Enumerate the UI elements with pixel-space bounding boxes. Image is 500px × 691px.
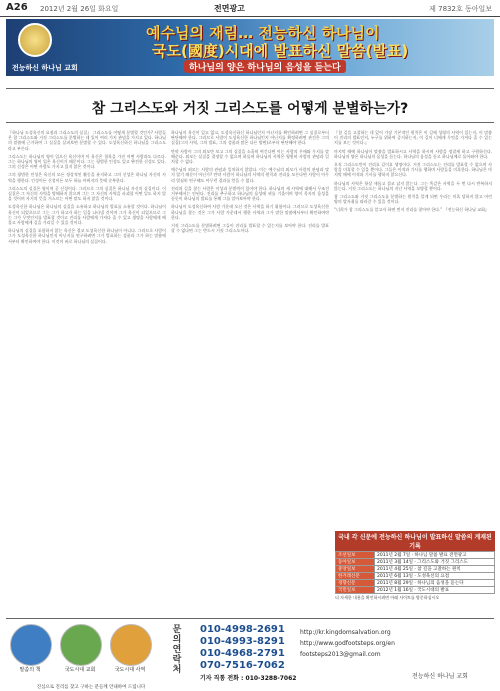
table-cell: 2011년 4월 25일 · 참 길을 고찰하는 원칙	[375, 566, 495, 573]
icon-label: 국도시대 교회	[64, 667, 96, 673]
paragraph: 하나님의 사역은 항상 새롭고 결코 낡지 않는다. 그는 똑같은 사역을 두 번 다시 반복하지 않는다. 거짓 그리스도는 하나님의 지난 사역을 모방할 뿐이다.	[334, 180, 492, 191]
paragraph: 예수님의 외모는 사람의 관념과 일치하지 않았다. 이는 예수님의 외모가 사람의 관념과 맞지 않기 때문이 아닌가? 만약 사람이 하나님의 사역의 원칙과 진리를 모른다면 사람이 아무리 열심히 연구해도 아무런 결과를 얻을 수 없다.	[171, 167, 329, 183]
section-title: 전면광고	[214, 4, 245, 13]
email-link[interactable]: footsteps2013@gmail.com	[300, 651, 381, 658]
table-cell: 2011년 3월 14일 · 그리스도와 거짓 그리스도	[375, 559, 495, 566]
paragraph: 하나님의 실질을 포함하지 않는 육신은 결코 도성육신한 하나님이 아니다. 그러므로 사람이 그가 도성육신한 하나님인지 아닌지를 연구하려면 그가 발표하는 성품과 그가 하는 말씀에서부터 확인하여야 한다. 이것이 바로 하나님의 실질이다.	[8, 228, 166, 244]
paragraph: 하나님이 도성육신하여 사람 가운데 오신 것은 사역을 하기 위함이다. 그러므로 도성육신한 하나님을 찾는 것은 그가 사람 가운데서 행한 사역과 그가 말한 말씀에서부터 확인하여야 한다.	[171, 204, 329, 220]
table-row	[336, 573, 495, 580]
table-footnote: 더 자세한 내용을 확인하시려면 아래 사이트를 방문하십시오	[335, 595, 440, 600]
church-icon	[60, 624, 102, 666]
table-title: 국내 각 신문에 전능하신 하나님이 발표하신 말씀의 게재된 기록	[335, 531, 495, 551]
table-cell: 국민일보	[336, 587, 375, 594]
table-cell: 한겨레신문	[336, 573, 375, 580]
table-cell: 2011년 2월 7일 · 하나님 말씀 발표 전면광고	[375, 552, 495, 559]
paragraph: 그리스도의 실질은 영이며 곧 신성이다. 그러므로 그의 실질은 하나님 자신의 실질이다. 이 실질은 그 자신의 사역을 방해하지 않으며 그는 그 자신의 사역을 파괴할 어떤 일도 하지 않을 것이며 자기의 뜻을 거스르는 어떤 말도 하지 않을 것이다.	[8, 185, 166, 202]
banner-line-1: 예수님의 재림… 전능하신 하나님이	[146, 24, 380, 42]
divider	[6, 618, 494, 619]
article-column-1	[8, 130, 166, 618]
table-cell: 경향신문	[336, 580, 375, 587]
paragraph: 오직 그리스도만이 진리요 길이요 생명이다. 거짓 그리스도는 진리를 발표할 수 없으며 사람을 미혹할 수 있을 뿐이다. 그들은 이적과 기사를 행하며 사람들을 미혹한다. 하나님은 마지막 때에 이적과 기사를 행하지 않으신다.	[334, 162, 492, 178]
globe-icon	[110, 624, 152, 666]
divider	[6, 122, 494, 123]
banner-line-3: 하나님의 양은 하나님의 음성을 듣는다	[184, 60, 346, 73]
icon-label: 국도시대 사역	[114, 667, 146, 673]
paragraph: 참 그리스도와 거짓 그리스도를 분별하는 원칙을 알게 되면 우리는 미혹 당하지 않고 어린양의 발자취를 따라갈 수 있을 것이다.	[334, 194, 492, 205]
article-column-2	[171, 130, 329, 618]
schedule-table-box	[335, 531, 495, 601]
seal-name: 전능하신 하나님 교회	[12, 64, 78, 72]
paper-name: 제 7832호 동아일보	[429, 5, 492, 13]
paragraph: 도성육신한 하나님은 하나님의 실질을 소유하고 하나님의 발표를 소유할 것이다. 하나님이 육신이 되었으므로 그는 그가 하고자 하는 일을 나타낼 것이며 그가 육신이 되었으므로 그는 그가 무엇인지를 발표할 것이고 진리를 사람에게 가져다 줄 수 있고 생명을 사람에게 베풀고 사람에게 길을 가리킬 수 있을 것이다.	[8, 204, 166, 226]
table-cell: 2011년 6월 13일 · 도성육신의 요점	[375, 573, 495, 580]
phone-number: 070-7516-7062	[200, 660, 285, 671]
paragraph: 그리스도는 하나님의 영이 입으신 육신이며 이 육신은 혈육을 가진 어떤 사람과도 다르다. 그는 하나님의 영이 입은 육신이기 때문이다. 그는 평범한 인성도 있고 완전한 신성도 있다. 그의 신성은 어떤 사람도 가지고 있지 않은 것이다.	[8, 153, 166, 170]
footer-line: 진심으로 진리를 찾고 구하는 분들께 안내하여 드립니다	[36, 685, 146, 690]
contact-label: 문의 연락처	[172, 625, 182, 675]
phone-number: 010-4993-8291	[200, 636, 285, 647]
phone-number: 010-4998-2691	[200, 624, 285, 635]
book-icon	[10, 624, 52, 666]
page-number: A26	[6, 2, 28, 13]
brand-name: 전능하신 하나님 교회	[412, 673, 468, 680]
ad-banner	[6, 19, 494, 76]
paragraph: 하나님의 육신이 있고 없고, 도성육신하신 하나님인지 아닌지를 확인하려면 그 실질로부터 판단해야 한다. 그러므로 사람이 도성육신한 하나님인지 아닌지를 확정하려면 관건은 그의 실질(그의 사역, 그의 발표, 그의 성품과 많은 다른 방면)로부터 판단해야 한다.	[171, 130, 329, 146]
phone-list	[200, 624, 285, 672]
table-cell: 동아일보	[336, 559, 375, 566]
paragraph: 『참 길을 고찰하는 데 있어 가장 기본적인 원칙은 이 길에 성령의 사역이 있는지, 이 말씀이 진리의 발표인지, 누구를 위하여 증거하는지, 이 길이 너에게 무엇을 가져다 줄 수 있는지를 보는 것이다.』	[334, 130, 492, 146]
table-row	[336, 587, 495, 594]
paragraph: 만약 사람이 그의 외모만 보고 그의 실질을 소홀히 여긴다면 이는 사람의 우매와 무지를 말해준다. 외모는 실질을 결정할 수 없으며 하물며 하나님의 사역은 영원히 사람의 관념과 일치할 수 없다.	[171, 148, 329, 165]
table-row	[336, 580, 495, 587]
paragraph: 마지막 때에 하나님이 말씀을 발표하시고 사역을 하시며 사람을 정결케 하고 구원하신다. 하나님의 양은 하나님의 음성을 듣는다. 하나님의 음성을 듣고 하나님께로 돌아와야 한다.	[334, 148, 492, 159]
paragraph: 『하나님 도성육신의 요점과 그리스도의 실질』 그리스도를 어떻게 분별할 것인가? 사람들은 참 그리스도와 거짓 그리스도를 분별하는 데 있어 여러 가지 관념을 가지고 있다. 하나님의 말씀에 근거하여 그 실질을 살펴보면 분별할 수 있다. 도성육신하신 하나님을 그리스도라고 부른다.	[8, 130, 166, 151]
table-cell: 2012년 1월 16일 · 국도시대의 발표	[375, 587, 495, 594]
table-row	[336, 559, 495, 566]
paragraph: 거짓 그리스도를 분별하려면 그들이 진리를 발표할 수 있는지를 보아야 한다. 진리를 발표할 수 없다면 그는 반드시 거짓 그리스도이다.	[171, 223, 329, 234]
page-header	[0, 0, 500, 17]
banner-line-2: 국도(國度)시대에 발표하신 말씀(발표)	[152, 42, 409, 60]
web-list	[300, 627, 395, 660]
reporter-phone: 기자 직통 전화 : 010-3288-7062	[200, 675, 297, 682]
paragraph: 그의 평범한 인성은 육신의 모든 정상적인 활동을 유지하고 그의 신성은 하나님 자신의 사역을 행한다. 인성이든 신성이든 모두 하늘 아버지의 뜻에 순복한다.	[8, 172, 166, 183]
schedule-table	[335, 551, 495, 594]
table-row	[336, 566, 495, 573]
phone-number: 010-4968-2791	[200, 648, 285, 659]
table-row	[336, 552, 495, 559]
church-seal-icon	[18, 23, 52, 57]
website-link[interactable]: http://www.godfootsteps.org/en	[300, 640, 395, 647]
table-cell: 중앙일보	[336, 566, 375, 573]
paragraph: “너희가 참 그리스도를 알고자 하면 먼저 진리를 찾아야 한다.” 『전능하신 하나님 교회』	[334, 207, 489, 213]
table-cell: 조선일보	[336, 552, 375, 559]
divider	[6, 88, 494, 89]
website-link[interactable]: http://kr.kingdomsalvation.org	[300, 629, 391, 636]
icon-label: 말씀의 책	[19, 667, 41, 673]
article-column-3	[334, 130, 492, 526]
paragraph: 진리의 길을 찾는 사람은 이성과 분별력이 있어야 한다. 하나님의 새 사역에 대해서 무조건 거부해서는 안된다. 진리를 추구하고 하나님의 음성에 귀를 기울이며 양이 목자의 음성을 듣듯이 하나님의 발표를 통해 그를 알아보아야 한다.	[171, 185, 329, 202]
headline: 참 그리스도와 거짓 그리스도를 어떻게 분별하는가?	[91, 101, 409, 117]
issue-date: 2012년 2월 26일 화요일	[40, 5, 119, 13]
table-cell: 2011년 8월 29일 · 하나님의 음성을 듣는다	[375, 580, 495, 587]
